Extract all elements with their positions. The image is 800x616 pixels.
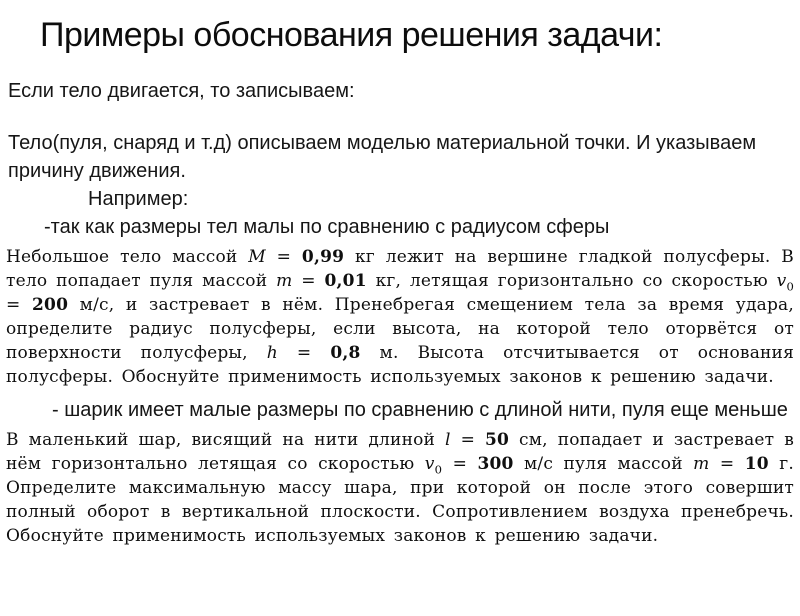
example-label: Например:: [88, 188, 189, 211]
bullet-sphere-size: -так как размеры тел малы по сравнению с радиусом сферы: [44, 216, 610, 239]
problem-statement-hemisphere: Небольшое тело массой M = 0,99 кг лежит на вершине гладкой полусферы. В тело попадает пуля массой m = 0,01 кг, летящая горизонтально со скоростью $v_0 = 200$ м/с, и застревает в нём. Пренебрегая смещением тела за время удара, определите радиус полусферы, если высота, на которой тело оторвётся от поверхности полусферы, h = 0,8 м. Высота отсчитывается от основания полусферы. Обоснуйте применимость используемых законов к решению задачи.: [6, 247, 795, 388]
model-paragraph: Тело(пуля, снаряд и т.д) описываем моделью материальной точки. И указываем причину движения.: [8, 132, 757, 183]
slide: [0, 16, 800, 616]
slide-title: Примеры обоснования решения задачи:: [40, 16, 663, 54]
intro-line: Если тело двигается, то записываем:: [8, 80, 355, 103]
bullet-thread-size: - шарик имеет малые размеры по сравнению с длиной нити, пуля еще меньше: [52, 399, 788, 422]
problem-statement-pendulum: В маленький шар, висящий на нити длиной l = 50 см, попадает и застревает в нём горизонтально летящая со скоростью $v_0 = 300$ м/с пуля массой m = 10 г. Определите максимальную массу шара, при которой он после этого совершит полный оборот в вертикальной плоскости. Сопротивлением воздуха пренебречь. Обоснуйте применимость используемых законов к решению задачи.: [6, 430, 794, 547]
